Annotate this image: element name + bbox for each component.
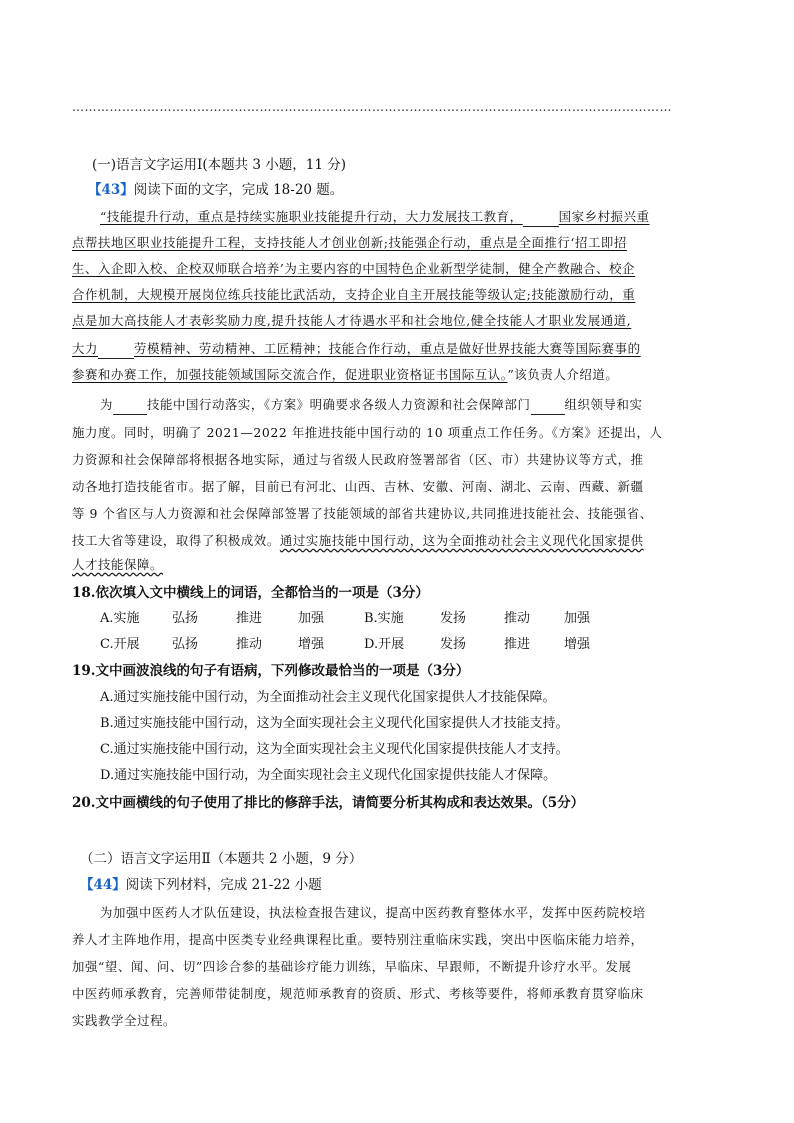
q43-tag: 【43】 xyxy=(88,182,134,198)
passage1-p2-line5: 等 9 个省区与人力资源和社会保障部签署了技能领域的部省共建协议,共同推进技能社会、技能强省、 xyxy=(72,506,653,521)
plain-text: 技工大省等建设，取得了积极成效。 xyxy=(72,533,280,548)
passage2-line1: 为加强中医药人才队伍建设，执法检查报告建议，提高中医药教育整体水平，发挥中医药院校培 xyxy=(100,905,646,920)
q18-option-c-word4: 增强 xyxy=(298,637,325,652)
q19-option-b[interactable]: B.通过实施技能中国行动，这为全面实现社会主义现代化国家提供人才技能支持。 xyxy=(100,716,569,731)
q18-option-d-word2: 发扬 xyxy=(440,637,467,652)
passage2-line3: 加强“望、闻、问、切”四诊合参的基础诊疗能力训练，早临床、早跟师，不断提升诊疗水平。发展 xyxy=(72,959,632,974)
q19-option-a[interactable]: A.通过实施技能中国行动，为全面推动社会主义现代化国家提供人才技能保障。 xyxy=(100,690,556,705)
passage1-line5: 点是加大高技能人才表彰奖励力度,提升技能人才待遇水平和社会地位,健全技能人才职业发展通道, xyxy=(72,313,632,328)
passage2-line5: 实践教学全过程。 xyxy=(72,1013,176,1028)
plain-text: 组织领导和实 xyxy=(564,397,643,412)
section1-title: (一)语言文字运用Ⅰ(本题共 3 小题，11 分) xyxy=(92,157,347,173)
passage2-line2: 养人才主阵地作用，提高中医类专业经典课程比重。要特别注重临床实践，突出中医临床能力培养， xyxy=(72,932,644,947)
passage1-p2-line1 xyxy=(100,396,642,415)
q44-header xyxy=(80,876,322,894)
q18-option-c[interactable]: C.开展 xyxy=(100,637,140,652)
passage1-p2-line7: 人才技能保障。 xyxy=(72,557,163,572)
q43-header xyxy=(88,181,343,199)
plain-text: 为 xyxy=(100,397,113,412)
q18-option-b-word4: 加强 xyxy=(564,611,591,626)
q18-option-b-word2: 发扬 xyxy=(440,611,467,626)
blank-4 xyxy=(531,396,565,415)
q19-option-d[interactable]: D.通过实施技能中国行动，为全面实现社会主义现代化国家提供技能人才保障。 xyxy=(100,768,557,783)
q43-instruction: 阅读下面的文字，完成 18-20 题。 xyxy=(133,182,344,198)
passage1-line7 xyxy=(72,366,618,384)
underlined-text: 劳模精神、劳动精神、工匠精神；技能合作行动，重点是做好世界技能大赛等国际赛事的 xyxy=(133,341,641,356)
passage1-p2-line3: 力资源和社会保障部将根据各地实际，通过与省级人民政府签署部省（区、市）共建协议等方式，推 xyxy=(72,452,644,467)
passage1-line2: 点帮扶地区职业技能提升工程，支持技能人才创业创新;技能强企行动，重点是全面推行‘招工即招 xyxy=(72,235,627,250)
wavy-underlined-text: 通过实施技能中国行动，这为全面推动社会主义现代化国家提供 xyxy=(279,533,644,548)
q18-option-a-word2: 弘扬 xyxy=(172,611,199,626)
passage1-p2-line4: 动各地打造技能省市。据了解，目前已有河北、山西、吉林、安徽、河南、湖北、云南、西藏、新疆 xyxy=(72,479,644,494)
q18-option-a-word3: 推进 xyxy=(236,611,263,626)
q18-option-a[interactable]: A.实施 xyxy=(100,611,140,626)
passage1-p2-line2: 施力度。同时，明确了 2021—2022 年推进技能中国行动的 10 项重点工作任务。《方案》还提出，人 xyxy=(72,425,663,440)
q18-option-a-word4: 加强 xyxy=(298,611,325,626)
passage2-line4: 中医药师承教育，完善师带徒制度，规范师承教育的资质、形式、考核等要件，将师承教育贯穿临床 xyxy=(72,986,644,1001)
blank-1 xyxy=(523,208,559,227)
section2-title: （二）语言文字运用Ⅱ（本题共 2 小题，9 分） xyxy=(80,851,363,867)
underlined-text: 参赛和办赛工作，加强技能领域国际交流合作，促进职业资格证书国际互认。 xyxy=(72,367,508,382)
underlined-text: 国家乡村振兴重 xyxy=(558,209,650,224)
q18-title: 18.依次填入文中横线上的词语，全都恰当的一项是（3分） xyxy=(72,585,429,601)
q18-option-b[interactable]: B.实施 xyxy=(364,611,404,626)
passage1-line3: 生、入企即入校、企校双师联合培养’为主要内容的中国特色企业新型学徒制，健全产教融合、校企 xyxy=(72,261,636,276)
plain-text: ”该负责人介绍道。 xyxy=(507,367,619,382)
q18-options-row1 xyxy=(100,610,624,628)
q18-option-b-word3: 推动 xyxy=(504,611,531,626)
passage1-line6 xyxy=(72,340,641,359)
q20-title: 20.文中画横线的句子使用了排比的修辞手法，请简要分析其构成和表达效果。（5分） xyxy=(72,795,585,811)
blank-2 xyxy=(98,340,134,359)
q18-option-d-word4: 增强 xyxy=(564,637,591,652)
q18-option-c-word2: 弘扬 xyxy=(172,637,199,652)
blank-3 xyxy=(113,396,147,415)
q18-option-d-word3: 推进 xyxy=(504,637,531,652)
q19-title: 19.文中画波浪线的句子有语病，下列修改最恰当的一项是（3分） xyxy=(72,663,470,679)
q18-options-row2 xyxy=(100,636,624,654)
q44-tag: 【44】 xyxy=(80,877,126,893)
passage1-line4: 合作机制，大规模开展岗位练兵技能比武活动，支持企业自主开展技能等级认定;技能激励行动，重 xyxy=(72,287,636,302)
q44-instruction: 阅读下列材料，完成 21-22 小题 xyxy=(125,877,322,893)
q18-option-c-word3: 推动 xyxy=(236,637,263,652)
plain-text: 技能中国行动落实，《方案》明确要求各级人力资源和社会保障部门 xyxy=(147,397,531,412)
underlined-text: 大力 xyxy=(72,341,98,356)
dotted-separator: ……………………………………………………………………………………………………………………………… xyxy=(72,100,672,114)
q19-option-c[interactable]: C.通过实施技能中国行动，这为全面实现社会主义现代化国家提供技能人才支持。 xyxy=(100,742,569,757)
q18-option-d[interactable]: D.开展 xyxy=(364,637,405,652)
underlined-text: “技能提升行动，重点是持续实施职业技能提升行动，大力发展技工教育， xyxy=(100,209,523,224)
passage1-p2-line6 xyxy=(72,532,644,550)
passage1-line1 xyxy=(100,208,650,227)
